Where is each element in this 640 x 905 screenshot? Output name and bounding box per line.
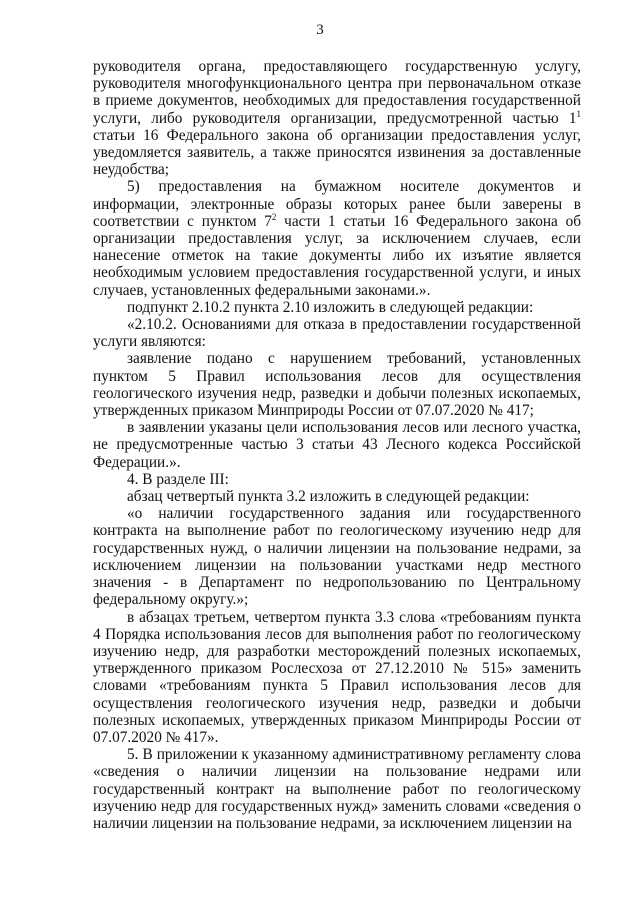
page-number: 3	[316, 22, 324, 38]
superscript: 1	[576, 108, 581, 119]
paragraph-quote-2-10-2: «2.10.2. Основаниями для отказа в предоставлении государственной услуги являются:	[93, 316, 581, 351]
paragraph-section-heading: 4. В разделе III:	[127, 470, 229, 488]
paragraph-subpoint-2-10-2: подпункт 2.10.2 пункта 2.10 изложить в следующей редакции:	[127, 298, 534, 316]
paragraph-point-3-3: в абзацах третьем, четвертом пункта 3.3 слова «требованиям пункта 4 Порядка использования лесов для выполнения работ по геологическому изучению недр, для разработки месторождений полезных ископаемых, утвержденного приказом Рослесхоза от 27.12.2010 № 515» заменить словами «требованиям пункта 5 Правил использования лесов для осуществления геологического изучения недр, разведки и добычи полезных ископаемых, утвержденных приказом Минприроды России от 07.07.2020 № 417».	[93, 608, 581, 746]
paragraph-quote-3-2: «о наличии государственного задания или государственного контракта на выполнение работ по геологическому изучению недр для государственных нужд, о наличии лицензии на пользование недрами, за исключением лицензии на пользовании участками недр местного значения - в Департамент по недропользованию по Центральному федеральному округу.»;	[93, 505, 581, 609]
document-body	[93, 58, 581, 832]
paragraph-refusal-ground-2: в заявлении указаны цели использования лесов или лесного участка, не предусмотренные частью 3 статьи 43 Лесного кодекса Российской Федерации.».	[93, 419, 581, 471]
superscript: 2	[271, 211, 277, 222]
paragraph-abzac-3-2: абзац четвертый пункта 3.2 изложить в следующей редакции:	[127, 488, 530, 506]
paragraph-item-5-appendix: 5. В приложении к указанному административному регламенту слова «сведения о наличии лицензии на пользование недрами или государственный контракт на выполнение работ по геологическому изучению недр для государственных нужд» заменить словами «сведения о наличии лицензии на пользование недрами, за исключением лицензии на	[93, 746, 581, 832]
paragraph-continuation: руководителя органа, предоставляющего государственную услугу, руководителя многофункционального центра при первоначальном отказе в приеме документов, необходимых для предоставления государственной услуги, либо руководителя организации, предусмотренной частью $1^1$ статьи 16 Федерального закона об организации предоставления услуг, уведомляется заявитель, а также приносятся извинения за доставленные неудобства;	[93, 58, 581, 179]
paragraph-refusal-ground-1: заявление подано с нарушением требований, установленных пунктом 5 Правил использования лесов для осуществления геологического изучения недр, разведки и добычи полезных ископаемых, утвержденных приказом Минприроды России от 07.07.2020 № 417;	[93, 350, 581, 420]
paragraph-item-5: 5) предоставления на бумажном носителе документов и информации, электронные образы которых ранее были заверены в соответствии с пунктом $7^2$ части 1 статьи 16 Федерального закона об организации предоставления услуг, за исключением случаев, если нанесение отметок на такие документы либо их изъятие является необходимым условием предоставления государственной услуги, и иных случаев, установленных федеральными законами.».	[93, 178, 581, 299]
